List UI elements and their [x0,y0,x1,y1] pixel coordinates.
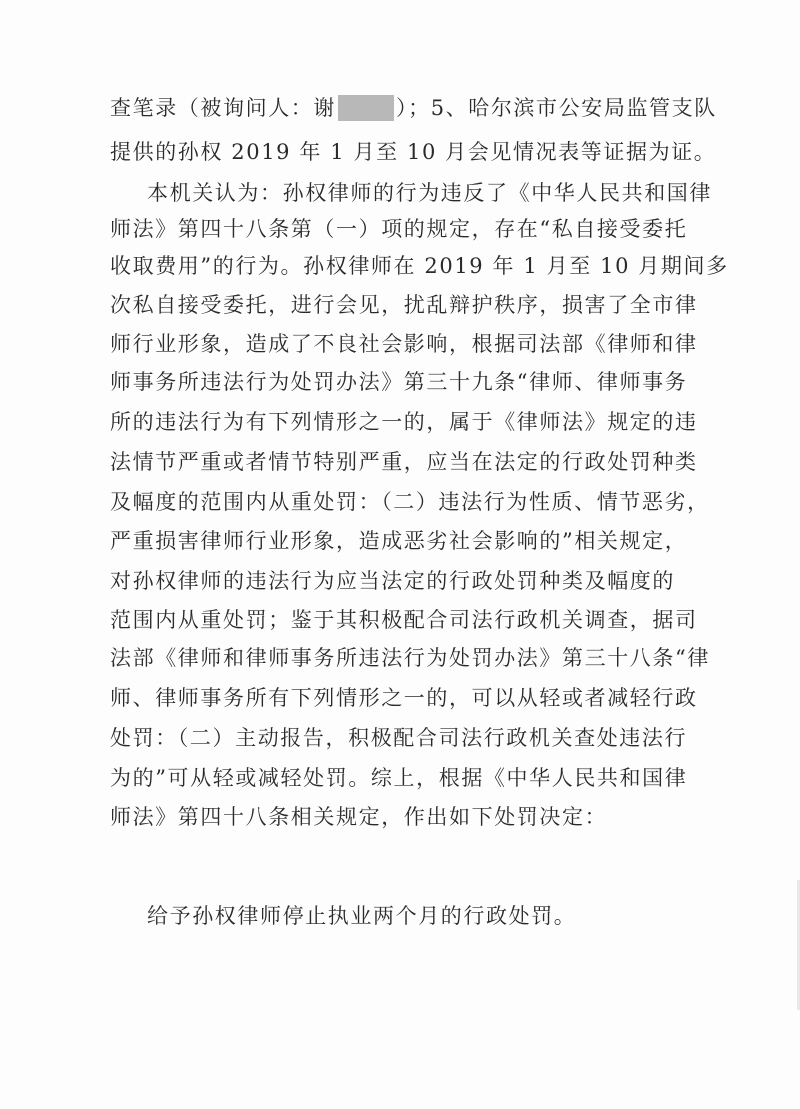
text-line-12: 严重损害律师行业形象，造成恶劣社会影响的”相关规定， [110,529,688,553]
text-line-13: 对孙权律师的违法行为应当法定的行政处罚种类及幅度的 [110,569,675,593]
text-line-2: 提供的孙权 2019 年 1 月至 10 月会见情况表等证据为证。 [110,140,717,164]
text-segment: 查笔录（被询问人：谢 [110,96,336,120]
text-line-4: 师法》第四十八条第（一）项的规定，存在“私自接受委托 [110,217,688,241]
redaction-block [338,95,394,121]
text-line-7: 师行业形象，造成了不良社会影响，根据司法部《律师和律 [110,332,698,356]
text-segment: ）；5、哈尔滨市公安局监管支队 [396,96,717,120]
text-line-16: 师、律师事务所有下列情形之一的，可以从轻或者减轻行政 [110,686,698,710]
paragraph-start-line: 本机关认为：孙权律师的行为违反了《中华人民共和国律 [147,181,712,205]
text-line-8: 师事务所违法行为处罚办法》第三十九条“律师、律师事务 [110,370,688,394]
text-line-1 [110,95,717,121]
text-line-18: 为的”可从轻或减轻处罚。综上，根据《中华人民共和国律 [110,766,688,790]
text-line-9: 所的违法行为有下列情形之一的，属于《律师法》规定的违 [110,410,698,434]
text-line-6: 次私自接受委托，进行会见，扰乱辩护秩序，损害了全市律 [110,293,698,317]
text-line-17: 处罚：（二）主动报告，积极配合司法行政机关查处违法行 [110,726,688,750]
text-line-10: 法情节严重或者情节特别严重，应当在法定的行政处罚种类 [110,450,698,474]
text-line-15: 法部《律师和律师事务所违法行为处罚办法》第三十八条“律 [110,646,710,670]
text-line-14: 范围内从重处罚；鉴于其积极配合司法行政机关调查，据司 [110,608,698,632]
text-line-19: 师法》第四十八条相关规定，作出如下处罚决定： [110,805,608,829]
text-line-11: 及幅度的范围内从重处罚：（二）违法行为性质、情节恶劣， [110,490,710,514]
text-line-5: 收取费用”的行为。孙权律师在 2019 年 1 月至 10 月期间多 [110,254,729,278]
penalty-decision-line: 给予孙权律师停止执业两个月的行政处罚。 [147,904,577,928]
